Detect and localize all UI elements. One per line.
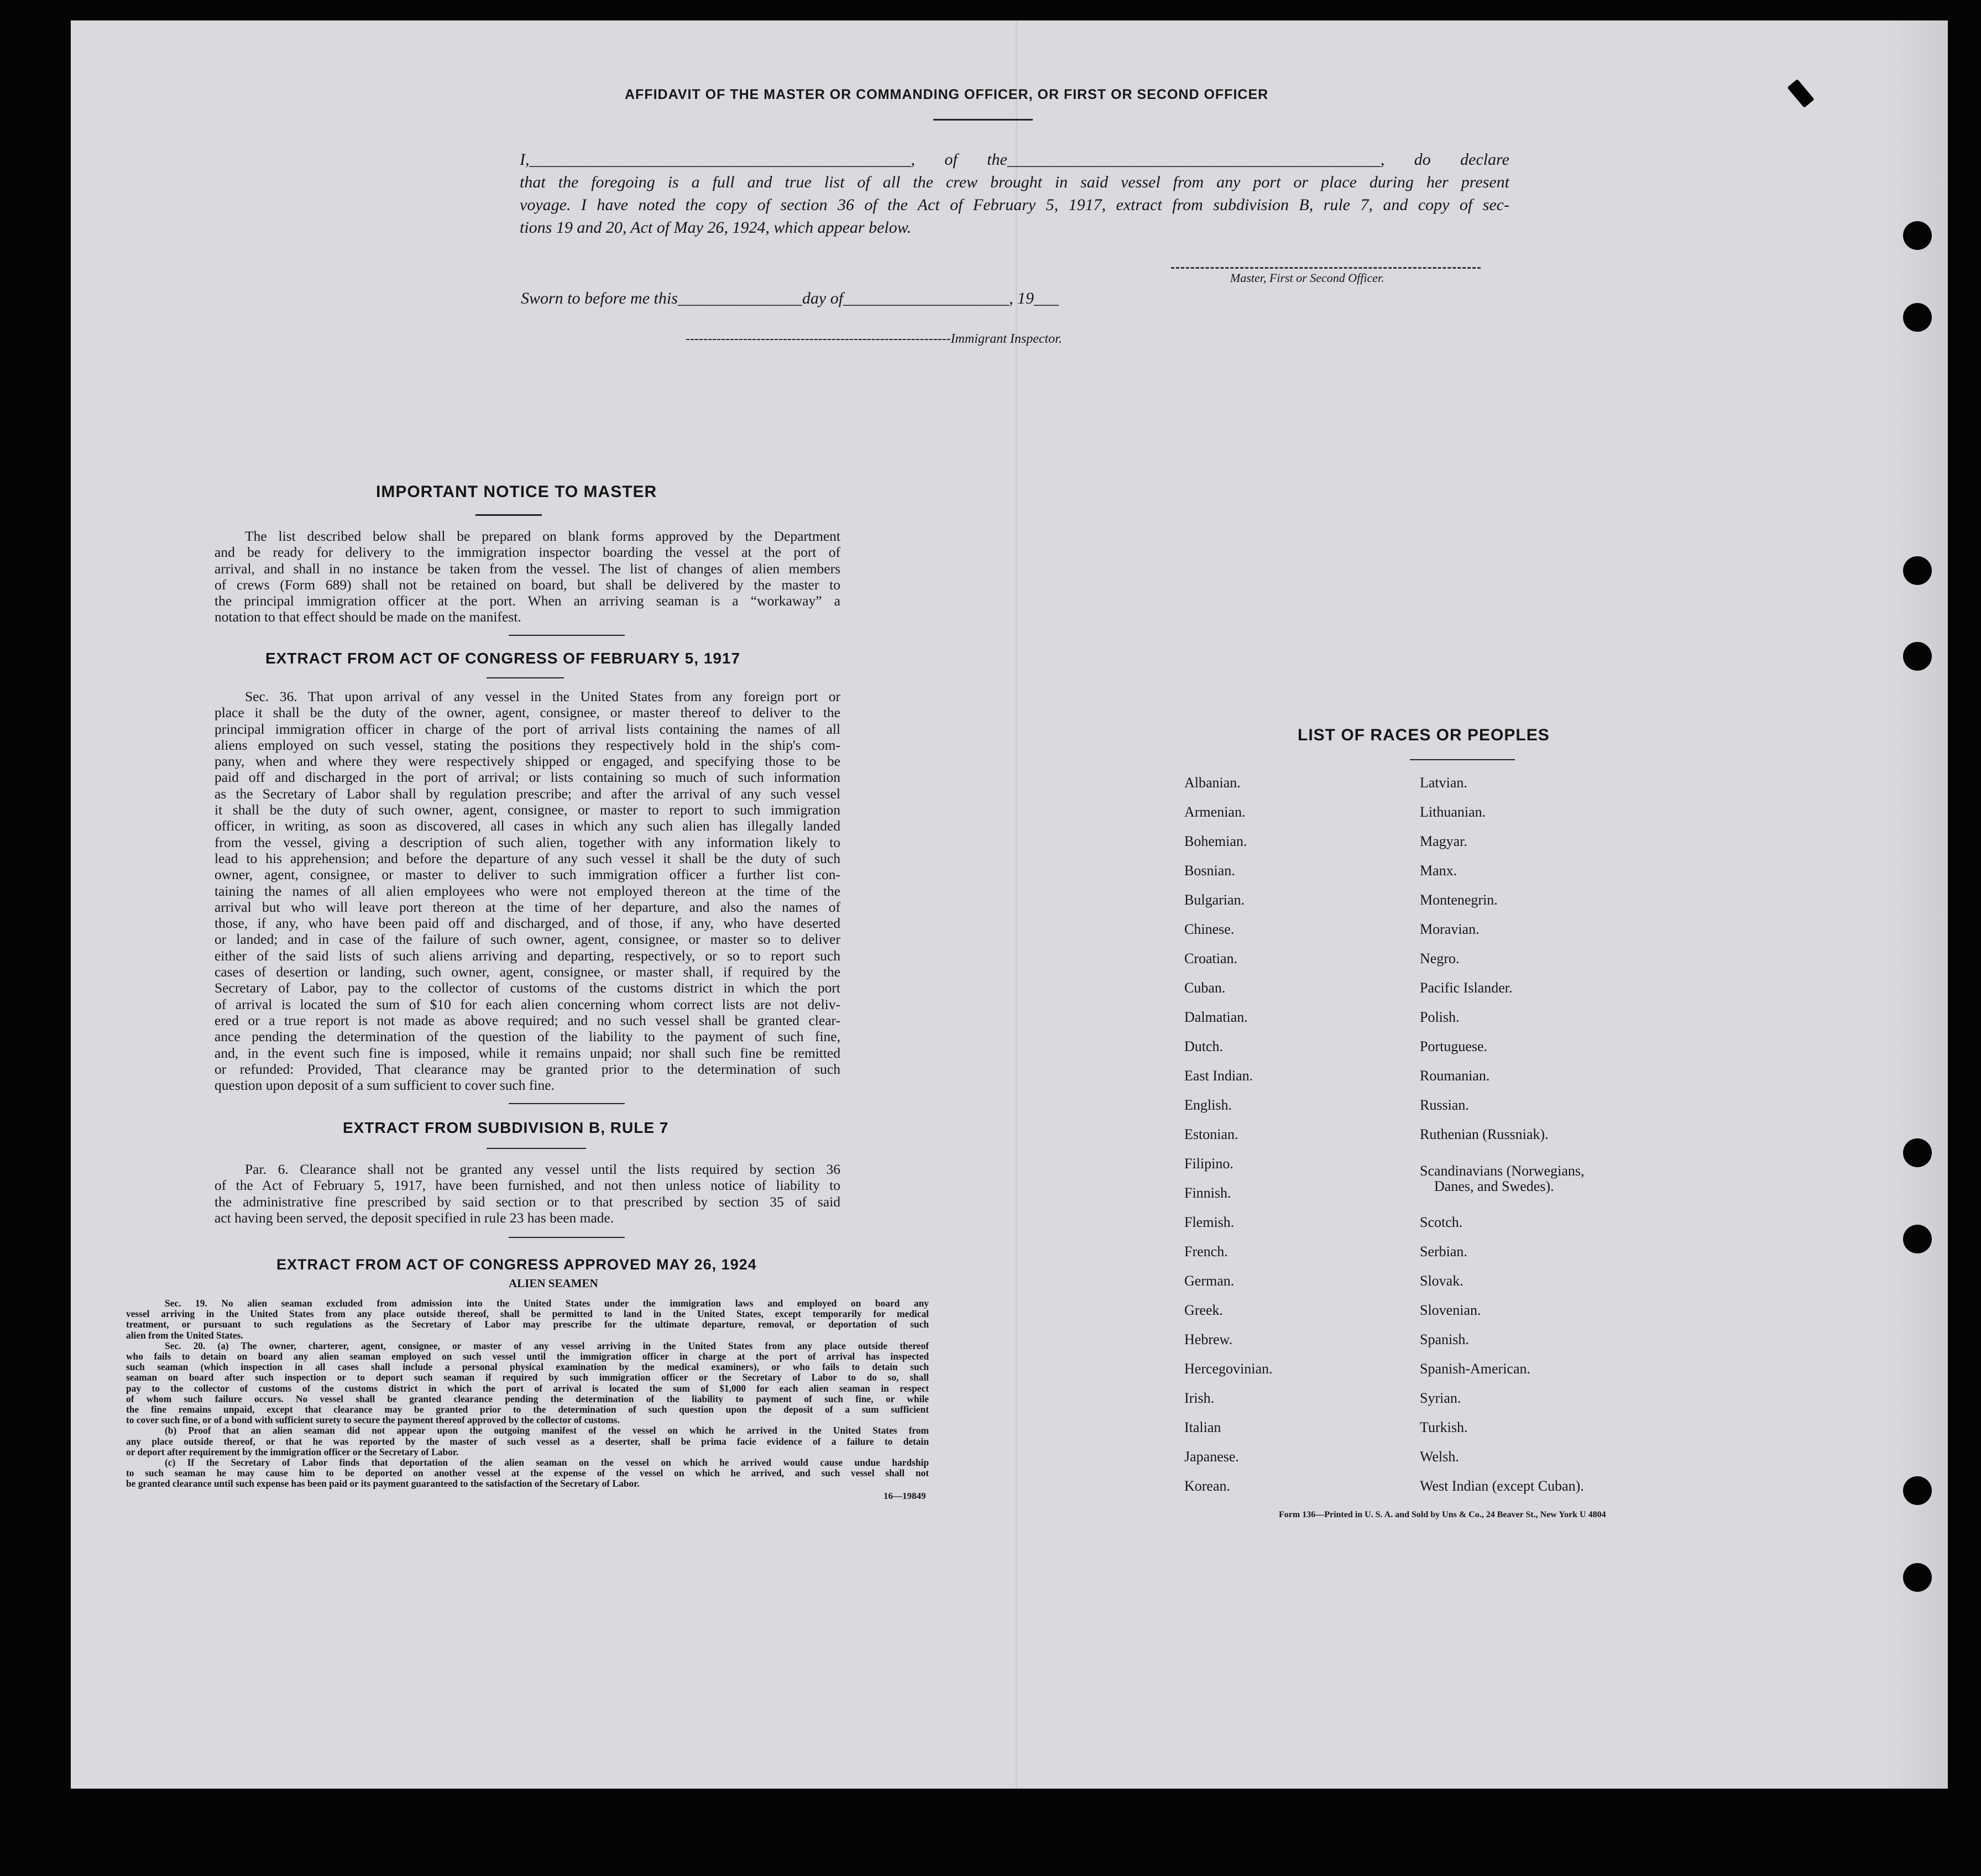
- race-item: Welsh.: [1420, 1449, 1459, 1465]
- race-item: Russian.: [1420, 1097, 1469, 1113]
- text-line: officer, in writing, as soon as discovered, all cases in which any such alien has illegally landed: [215, 818, 840, 834]
- text-line: those, if any, who have been paid off and discharged, and of those, if any, who have deserted: [215, 915, 840, 932]
- text-line: place it shall be the duty of the owner, agent, consignee, or master thereof to deliver to the: [215, 704, 840, 721]
- text-line: of whom such failure occurs. No vessel shall be granted clearance pending the determination of the liability to payment of such fine, or while: [126, 1393, 929, 1404]
- title-rule: [475, 514, 542, 516]
- race-item: Dalmatian.: [1184, 1009, 1248, 1025]
- race-item: Bulgarian.: [1184, 892, 1245, 908]
- act-1924-text: [126, 1298, 929, 1490]
- punch-hole: [1903, 642, 1932, 671]
- punch-hole: [1903, 221, 1932, 250]
- race-item: Filipino.: [1184, 1156, 1233, 1172]
- text-line: lead to his apprehension; and before the departure of any such vessel it shall be the duty of such: [215, 850, 840, 866]
- text-line: pay to the collector of customs of the customs district in which the port of arrival is located the sum of $1,000 for each alien seaman in respect: [126, 1382, 929, 1394]
- text-line: Sec. 19. No alien seaman excluded from admission into the United States under the immigration laws and employed on board any: [165, 1298, 929, 1309]
- rule7-title: EXTRACT FROM SUBDIVISION B, RULE 7: [343, 1119, 669, 1136]
- fold-crease: [1016, 20, 1017, 1789]
- race-item: Lithuanian.: [1420, 804, 1486, 820]
- punch-hole: [1903, 1563, 1932, 1592]
- punch-hole: [1903, 1225, 1932, 1253]
- act-1917-text: [215, 688, 840, 1093]
- declaration-text: [520, 148, 1509, 239]
- race-item: Chinese.: [1184, 921, 1235, 937]
- declaration-line: voyage. I have noted the copy of section 36 of the Act of February 5, 1917, extract from subdivision B, rule 7, and copy of sec-: [520, 196, 1509, 214]
- race-item: Pacific Islander.: [1420, 980, 1513, 996]
- race-item: Scotch.: [1420, 1214, 1463, 1230]
- page-edge-shadow: [1885, 20, 1948, 1789]
- sworn-line: Sworn to before me this_______________day of____________________, 19___: [521, 289, 1059, 307]
- section-divider: [509, 1237, 625, 1238]
- text-line: the administrative fine prescribed by said section or to that prescribed by section 35 of said: [215, 1193, 840, 1210]
- race-item: Roumanian.: [1420, 1068, 1490, 1084]
- race-item: Hercegovinian.: [1184, 1361, 1273, 1377]
- race-item: Japanese.: [1184, 1449, 1239, 1465]
- text-line: and, in the event such fine is imposed, while it remains unpaid; nor shall such fine be remitted: [215, 1044, 840, 1061]
- punch-hole: [1903, 556, 1932, 585]
- text-line: any place outside thereof, or that he was reported by the master of such vessel as a deserter, shall be prima facie evidence of a failure to detain: [126, 1435, 929, 1447]
- text-line: principal immigration officer in charge of the port of arrival lists containing the names of all: [215, 720, 840, 737]
- text-line: and be ready for delivery to the immigration inspector boarding the vessel at the port of: [215, 544, 840, 561]
- text-line: ance pending the determination of the question of the liability to the payment of such fine,: [215, 1028, 840, 1045]
- affidavit-title: AFFIDAVIT OF THE MASTER OR COMMANDING OFFICER, OR FIRST OR SECOND OFFICER: [625, 87, 1269, 102]
- race-item: Slovenian.: [1420, 1302, 1481, 1318]
- act-1917-title: EXTRACT FROM ACT OF CONGRESS OF FEBRUARY 5, 1917: [265, 650, 741, 667]
- text-line: of the Act of February 5, 1917, have been furnished, and not then unless notice of liability to: [215, 1177, 840, 1194]
- text-line: Secretary of Labor, pay to the collector of customs of the customs district in which the port: [215, 980, 840, 996]
- text-line: the fine remains unpaid, except that clearance may be granted prior to the determination of such question upon the deposit of a sum sufficient: [126, 1404, 929, 1415]
- section-divider: [509, 1103, 625, 1104]
- text-line: from the vessel, giving a description of such alien, together with any information likely to: [215, 834, 840, 850]
- race-item: Serbian.: [1420, 1243, 1467, 1260]
- race-item: Danes, and Swedes).: [1434, 1178, 1554, 1194]
- race-item: Irish.: [1184, 1390, 1215, 1406]
- inspector-line: ------------------------------------------------------------Immigrant Inspector.: [686, 332, 1062, 346]
- text-line: Par. 6. Clearance shall not be granted any vessel until the lists required by section 36: [245, 1161, 840, 1177]
- race-item: Turkish.: [1420, 1419, 1468, 1435]
- race-item: English.: [1184, 1097, 1232, 1113]
- declaration-line: that the foregoing is a full and true list of all the crew brought in said vessel from any port or place during her present: [520, 173, 1509, 191]
- act-1924-title: EXTRACT FROM ACT OF CONGRESS APPROVED MAY 26, 1924: [276, 1256, 757, 1273]
- form-number: 16—19849: [884, 1491, 926, 1501]
- text-line: as the Secretary of Labor shall by regulation prescribe; and after the arrival of any such vessel: [215, 785, 840, 802]
- text-line: taining the names of all alien employees who were not employed thereon at the time of the: [215, 882, 840, 899]
- title-rule: [1410, 759, 1515, 760]
- race-item: Spanish.: [1420, 1331, 1469, 1347]
- race-item: Korean.: [1184, 1478, 1231, 1494]
- race-item: Greek.: [1184, 1302, 1224, 1318]
- text-line: vessel arriving in the United States from any place outside thereof, shall be permitted to land in the United States, except temporarily for medical: [126, 1308, 929, 1320]
- text-line: arrival, and shall in no instance be taken from the vessel. The list of changes of alien members: [215, 560, 840, 577]
- race-item: Finnish.: [1184, 1185, 1231, 1201]
- race-item: West Indian (except Cuban).: [1420, 1478, 1584, 1494]
- race-item: East Indian.: [1184, 1068, 1253, 1084]
- text-line: of crews (Form 689) shall not be retained on board, but shall be delivered by the master to: [215, 576, 840, 593]
- punch-hole: [1903, 1138, 1932, 1167]
- race-item: Montenegrin.: [1420, 892, 1498, 908]
- race-item: Latvian.: [1420, 775, 1467, 791]
- race-item: Estonian.: [1184, 1126, 1238, 1142]
- race-item: Ruthenian (Russniak).: [1420, 1126, 1549, 1142]
- race-item: Slovak.: [1420, 1273, 1463, 1289]
- rule7-text: [215, 1161, 840, 1226]
- race-item: Portuguese.: [1420, 1038, 1488, 1054]
- text-line: to such seaman he may cause him to be deported on another vessel at the expense of the vessel on which he arrived, and such vessel shall not: [126, 1467, 929, 1479]
- race-item: Bohemian.: [1184, 833, 1247, 849]
- race-item: Italian: [1184, 1419, 1221, 1435]
- text-line: who fails to detain on board any alien seaman employed on such vessel until the immigration officer in charge at the port of arrival has inspected: [126, 1351, 929, 1362]
- text-line: Sec. 20. (a) The owner, charterer, agent, consignee, or master of any vessel arriving in the United States from any place outside thereof: [165, 1340, 929, 1351]
- text-line: pany, when and where they were respectively shipped or engaged, and specifying those to be: [215, 753, 840, 770]
- race-item: Hebrew.: [1184, 1331, 1233, 1347]
- race-item: Cuban.: [1184, 980, 1226, 996]
- alien-seamen-heading: ALIEN SEAMEN: [509, 1277, 598, 1290]
- race-item: Scandinavians (Norwegians,: [1420, 1163, 1585, 1179]
- signature-line: [1171, 267, 1481, 269]
- race-item: Negro.: [1420, 950, 1460, 966]
- race-item: Syrian.: [1420, 1390, 1461, 1406]
- text-line: arrival but who will leave port thereon at the time of her departure, and also the names of: [215, 898, 840, 915]
- text-line: such seaman (which inspection in all cases shall include a personal physical examination by the medical examiners), or who fails to detain such: [126, 1361, 929, 1373]
- printer-imprint: Form 136—Printed in U. S. A. and Sold by Uns & Co., 24 Beaver St., New York U 4804: [1279, 1510, 1606, 1519]
- text-line: cases of desertion or landing, such owner, agent, consignee, or master shall, if required by the: [215, 964, 840, 980]
- title-rule: [487, 677, 564, 678]
- text-line: of arrival is located the sum of $10 for each alien concerning whom correct lists are not deliv-: [215, 996, 840, 1012]
- race-item: Magyar.: [1420, 833, 1467, 849]
- race-item: Bosnian.: [1184, 863, 1235, 879]
- text-line: either of the said lists of such aliens arriving and departing, respectively, or so to report such: [215, 947, 840, 964]
- notice-text: [215, 528, 840, 625]
- text-line: alien from the United States.: [126, 1329, 243, 1341]
- race-item: German.: [1184, 1273, 1235, 1289]
- text-line: Sec. 36. That upon arrival of any vessel in the United States from any foreign port or: [245, 688, 840, 704]
- race-item: Manx.: [1420, 863, 1457, 879]
- race-item: Dutch.: [1184, 1038, 1224, 1054]
- text-line: question upon deposit of a sum sufficient to cover such fine.: [215, 1077, 555, 1094]
- text-line: treatment, or pursuant to such regulations as the Secretary of Labor may prescribe for the ultimate departure, removal, or deportation of such: [126, 1319, 929, 1330]
- declaration-line: I,______________________________________________, of the_____________________________________________, do declare: [520, 150, 1509, 169]
- race-item: French.: [1184, 1243, 1228, 1260]
- text-line: it shall be the duty of such owner, agent, consignee, or master to report to such immigration: [215, 802, 840, 818]
- text-line: or refunded: Provided, That clearance may be granted prior to the determination of such: [215, 1060, 840, 1077]
- text-line: to cover such fine, or of a bond with sufficient surety to secure the payment thereof approved by the collector of customs.: [126, 1414, 620, 1426]
- race-item: Spanish-American.: [1420, 1361, 1531, 1377]
- text-line: paid off and discharged in the port of arrival; or lists containing so much of such information: [215, 769, 840, 786]
- text-line: act having been served, the deposit specified in rule 23 has been made.: [215, 1209, 614, 1226]
- text-line: be granted clearance until such expense has been paid or its payment guaranteed to the satisfaction of the Secretary of Labor.: [126, 1478, 640, 1490]
- text-line: ered or a true report is not made as above required; and no such vessel shall be granted clear-: [215, 1012, 840, 1028]
- signature-caption: Master, First or Second Officer.: [1230, 271, 1384, 285]
- declaration-line: tions 19 and 20, Act of May 26, 1924, which appear below.: [520, 218, 912, 237]
- punch-hole: [1903, 1476, 1932, 1505]
- races-title: LIST OF RACES OR PEOPLES: [1298, 726, 1550, 744]
- title-rule: [933, 119, 1033, 121]
- text-line: The list described below shall be prepared on blank forms approved by the Department: [245, 528, 840, 544]
- text-line: seaman on board after such inspection or to deport such seaman if required by such immigration officer or the Secretary of Labor to do so, shall: [126, 1372, 929, 1383]
- notice-title: IMPORTANT NOTICE TO MASTER: [376, 483, 657, 501]
- text-line: the principal immigration officer at the port. When an arriving seaman is a “workaway” a: [215, 593, 840, 609]
- text-line: owner, agent, consignee, or master to deliver to such immigration officer a further list con-: [215, 866, 840, 883]
- punch-hole: [1903, 303, 1932, 332]
- text-line: (c) If the Secretary of Labor finds that deportation of the alien seaman on the vessel on which he arrived would cause undue hardship: [165, 1457, 929, 1469]
- title-rule: [487, 1148, 586, 1149]
- race-item: Armenian.: [1184, 804, 1246, 820]
- race-item: Moravian.: [1420, 921, 1480, 937]
- text-line: (b) Proof that an alien seaman did not appear upon the outgoing manifest of the vessel on which he arrived in the United States from: [165, 1425, 929, 1436]
- race-item: Croatian.: [1184, 950, 1238, 966]
- text-line: notation to that effect should be made on the manifest.: [215, 609, 521, 625]
- race-item: Flemish.: [1184, 1214, 1235, 1230]
- section-divider: [509, 635, 625, 636]
- race-item: Albanian.: [1184, 775, 1241, 791]
- text-line: aliens employed on such vessel, stating the positions they respectively hold in the ship's com-: [215, 736, 840, 753]
- text-line: or deport after requirement by the immigration officer or the Secretary of Labor.: [126, 1446, 459, 1457]
- race-item: Polish.: [1420, 1009, 1460, 1025]
- text-line: or landed; and in case of the failure of such owner, agent, consignee, or master so to deliver: [215, 931, 840, 948]
